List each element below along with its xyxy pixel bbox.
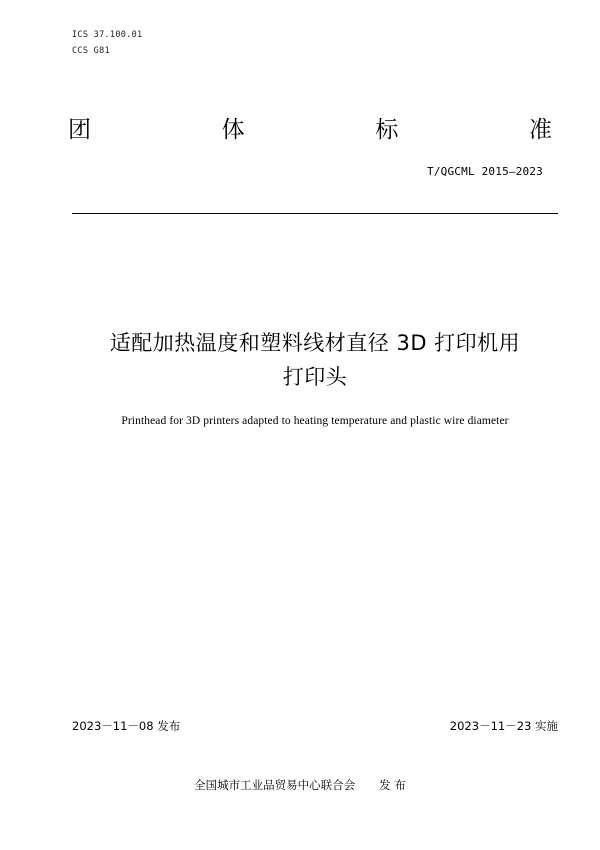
ics-code: ICS 37.100.01 — [72, 30, 143, 40]
divider-line — [72, 213, 558, 214]
implementation-date: 2023－11－23 实施 — [449, 719, 558, 733]
issuer-name: 全国城市工业品贸易中心联合会 — [194, 778, 356, 792]
release-date: 2023－11－08 发布 — [72, 719, 181, 733]
issuer-line — [0, 777, 600, 793]
chinese-title-line-1: 适配加热温度和塑料线材直径 3D 打印机用 — [109, 331, 521, 355]
heading-char: 团 — [68, 117, 91, 143]
chinese-title — [60, 326, 570, 394]
ccs-code: CCS G81 — [72, 46, 110, 56]
issuer-action: 发 布 — [379, 778, 406, 792]
english-title: Printhead for 3D printers adapted to heating temperature and plastic wire diameter — [121, 415, 509, 427]
heading-char: 准 — [528, 117, 552, 143]
heading-char: 标 — [375, 117, 399, 143]
heading-char: 体 — [221, 117, 245, 143]
standard-number: T/QGCML 2015—2023 — [427, 165, 543, 178]
chinese-title-line-2: 打印头 — [282, 365, 348, 389]
standard-type-heading — [68, 114, 552, 146]
